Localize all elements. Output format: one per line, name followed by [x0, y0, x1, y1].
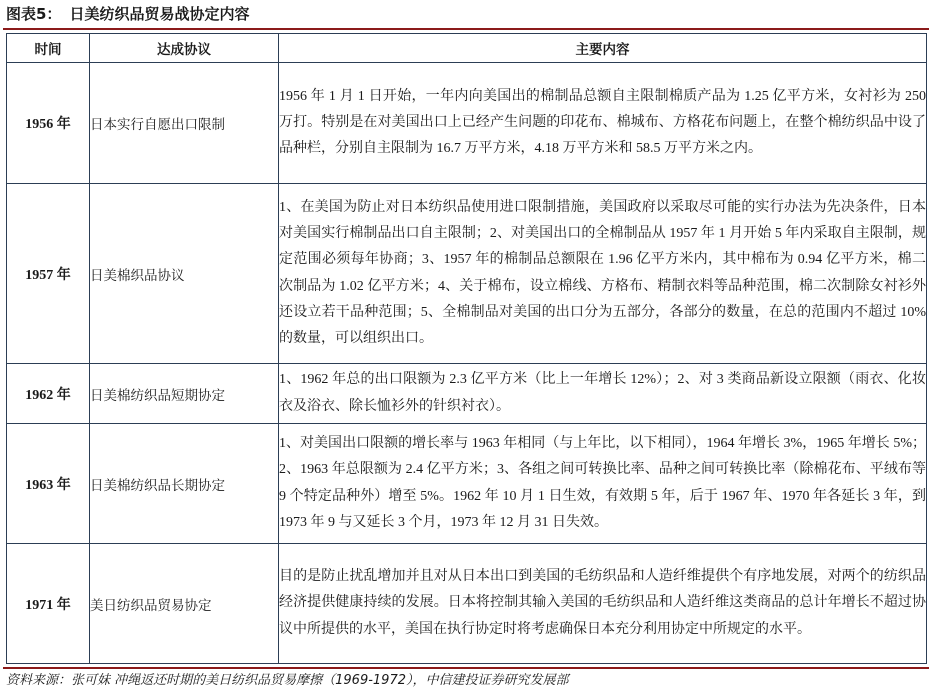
- agreements-table: [6, 33, 927, 664]
- figure-title-text: 日美纺织品贸易战协定内容: [69, 5, 250, 23]
- row-agreement: 日美棉纺织品长期协定: [90, 424, 279, 544]
- row-content: 1、1962 年总的出口限额为 2.3 亿平方米（比上一年增长 12%）；2、对 3 类商品新设立限额（雨衣、化妆衣及浴衣、除长恤衫外的针织衬衣）。: [279, 364, 927, 424]
- row-agreement: 美日纺织品贸易协定: [90, 544, 279, 664]
- row-content: 1、对美国出口限额的增长率与 1963 年相同（与上年比，以下相同），1964 年增长 3%，1965 年增长 5%；2、1963 年总限额为 2.4 亿平方米；3、各组之间可转换比率、品种之间可转换比率（除棉花布、平绒布等 9 个特定品种外）增至 5%。1962 年 10 月 1 日生效，有效期 5 年，后于 1967 年、1970 年各延长 3 年，到 1973 年 9 与又延长 3 个月，1973 年 12 月 31 日失效。: [279, 424, 927, 544]
- row-year: 1962 年: [7, 364, 90, 424]
- row-year: 1963 年: [7, 424, 90, 544]
- table-row: [7, 364, 927, 424]
- top-rule: [3, 28, 929, 30]
- bottom-rule: [3, 667, 929, 669]
- row-year: 1971 年: [7, 544, 90, 664]
- table-row: [7, 184, 927, 364]
- row-year: 1956 年: [7, 63, 90, 184]
- table-row: [7, 424, 927, 544]
- row-content: 1956 年 1 月 1 日开始，一年内向美国出的棉制品总额自主限制棉质产品为 1.25 亿平方米，女衬衫为 250 万打。特别是在对美国出口上已经产生问题的印花布、棉城布、方格花布问题上，在整个棉纺织品中设了品种栏，分别自主限制为 16.7 万平方米，4.18 万平方米和 58.5 万平方米之内。: [279, 63, 927, 184]
- row-agreement: 日美棉织品协议: [90, 184, 279, 364]
- table-row: [7, 63, 927, 184]
- row-content: 目的是防止扰乱增加并且对从日本出口到美国的毛纺织品和人造纤维提供个有序地发展，对两个的纺织品经济提供健康持续的发展。日本将控制其输入美国的毛纺织品和人造纤维这类商品的总计年增长不超过协议中所提供的水平，美国在执行协定时将考虑确保日本充分利用协定中所规定的水平。: [279, 544, 927, 664]
- row-year: 1957 年: [7, 184, 90, 364]
- figure-title: [6, 2, 249, 26]
- table-header-row: [7, 34, 927, 63]
- row-agreement: 日美棉纺织品短期协定: [90, 364, 279, 424]
- header-content: 主要内容: [279, 34, 927, 63]
- row-agreement: 日本实行自愿出口限制: [90, 63, 279, 184]
- table-row: [7, 544, 927, 664]
- header-year: 时间: [7, 34, 90, 63]
- header-agreement: 达成协议: [90, 34, 279, 63]
- figure-label: 图表5：: [6, 5, 62, 23]
- row-content: 1、在美国为防止对日本纺织品使用进口限制措施，美国政府以采取尽可能的实行办法为先决条件，日本对美国实行棉制品出口自主限制；2、对美国出口的全棉制品从 1957 年 1 月开始 5 年内采取自主限制，规定范围必须每年协商；3、1957 年的棉制品总额限在 1.96 亿平方米内，其中棉布为 0.94 亿平方米，棉二次制品为 1.02 亿平方米；4、关于棉布，设立棉线、方格布、精制衣料等品种范围，棉二次制除女衬衫外还设立若干品种范围；5、全棉制品对美国的出口分为五部分，各部分的数量，在总的范围内不超过 10%的数量，可以组织出口。: [279, 184, 927, 364]
- source-note: 资料来源：张可妹 冲绳返还时期的美日纺织品贸易摩擦（1969-1972），中信建投证券研究发展部: [6, 673, 569, 688]
